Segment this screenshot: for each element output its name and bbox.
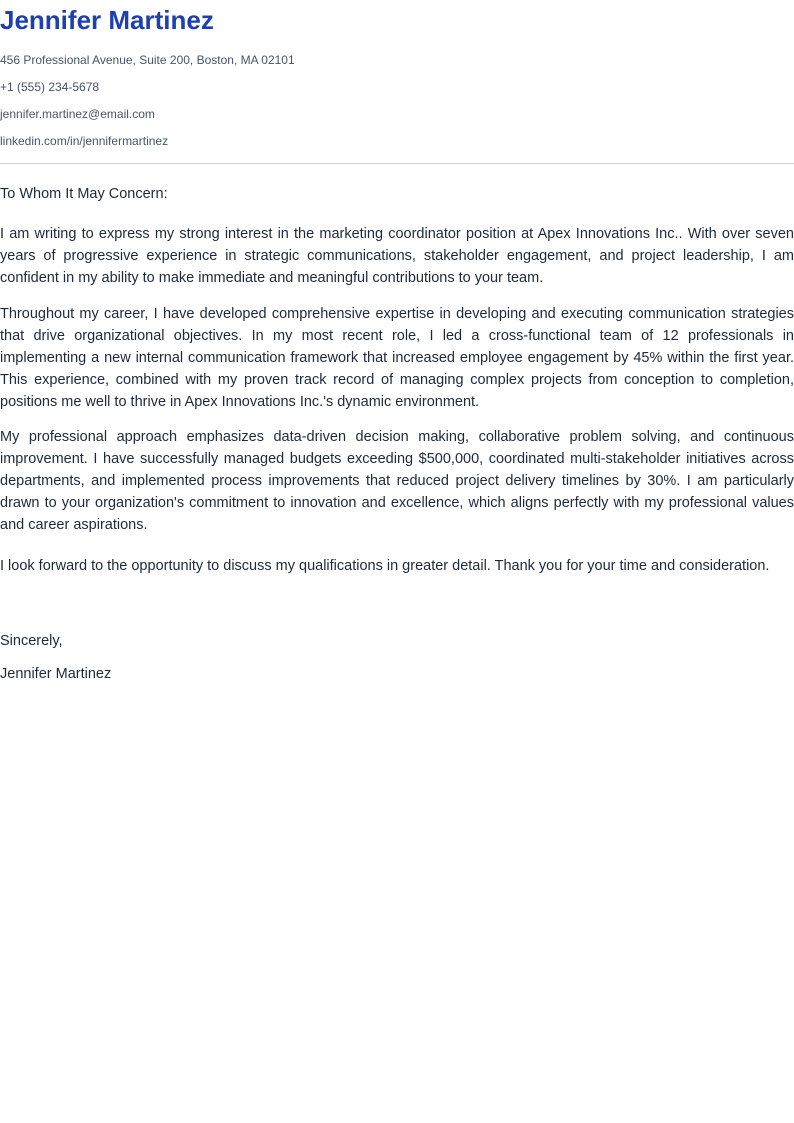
applicant-name: Jennifer Martinez: [0, 5, 214, 35]
signature-name: Jennifer Martinez: [0, 666, 112, 682]
letter-header: [0, 0, 794, 164]
salutation: To Whom It May Concern:: [0, 186, 168, 202]
paragraph-approach: My professional approach emphasizes data-driven decision making, collaborative problem solving, and continuous improvement. I have successfully managed budgets exceeding $500,000, coordinated multi-stakeholder initiatives across departments, and implemented process improvements that reduced project delivery timelines by 30%. I am particularly drawn to your organization's commitment to innovation and excellence, which aligns perfectly with my professional values and career aspirations.: [0, 429, 794, 533]
letter-body: [0, 183, 794, 685]
contact-address: 456 Professional Avenue, Suite 200, Boston, MA 02101: [0, 53, 295, 67]
contact-email: jennifer.martinez@email.com: [0, 107, 155, 121]
contact-linkedin: linkedin.com/in/jennifermartinez: [0, 134, 169, 148]
closing-phrase: Sincerely,: [0, 633, 63, 649]
paragraph-intro: I am writing to express my strong interest in the marketing coordinator position at Apex Innovations Inc.. With over seven years of progressive experience in strategic communications, stakeholder engagement, and project leadership, I am confident in my ability to make immediate and meaningful contributions to your team.: [0, 226, 794, 286]
paragraph-closing: I look forward to the opportunity to discuss my qualifications in greater detail. Thank you for your time and consideration.: [0, 558, 770, 574]
paragraph-experience: Throughout my career, I have developed comprehensive expertise in developing and executing communication strategies that drive organizational objectives. In my most recent role, I led a cross-functional team of 12 professionals in implementing a new internal communication framework that increased employee engagement by 45% within the first year. This experience, combined with my proven track record of managing complex projects from conception to completion, positions me well to thrive in Apex Innovations Inc.'s dynamic environment.: [0, 306, 794, 410]
contact-phone: +1 (555) 234-5678: [0, 80, 100, 94]
